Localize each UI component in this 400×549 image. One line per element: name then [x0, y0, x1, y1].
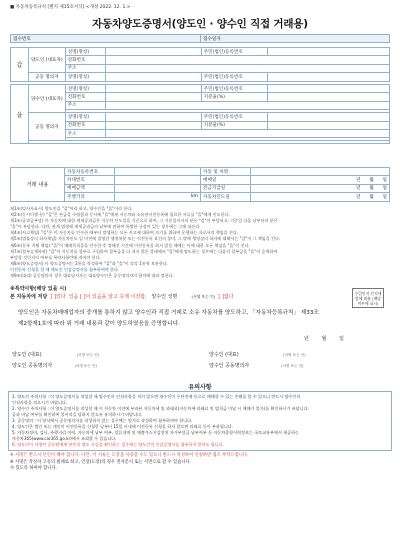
section-eul: 을 — [11, 85, 29, 144]
term-line: 제1조(당사자표시) 양도인을 "갑"이라 하고, 양수인을 "을"이라 한다. — [10, 206, 133, 211]
transferor-co-owner-label: 공동 명의자 — [29, 73, 66, 81]
signature-transferor-co[interactable]: 양도인 공동명의자 (서명 또는 인) — [12, 363, 97, 369]
caution-item: 2. 양수인 주의사항 : 이 양도증명서를 작성할 때 이 자동차 이전에 부과된 자동차세 및 과태료(자동차세·과태료 및 범칙금 미납 시 매매가 불가)를 확인하시기 바랍니다. — [12, 406, 309, 411]
statement-line-2: 제2항제1호에 따라 위 거래 내용과 같이 양도하였음을 증명합니다. — [18, 321, 180, 327]
term-line: 제6조(등록 지체 책임) "을"이 매매목적물을 인수한 후 정해진 기간에 이전등록을 하지 않을 때에는 이에 대한 모든 책임을 "을"이 진다. — [10, 242, 250, 248]
special-car-label: 본 자동차에 저당 — [10, 294, 48, 300]
transferee-phone-label: 전화번호 — [65, 93, 105, 101]
statement-line-1: 양도인은 자동차매매업자의 중개를 통하지 않고 양수인과 직접 거래로 소유 자동차를 양도하고, 「자동차등록규칙」 제33조 — [18, 310, 319, 316]
transferor-name-label: 성명(명칭) — [65, 48, 105, 56]
special-sign-label: 양수인 성명 — [151, 294, 178, 300]
transferor-co-id-label: 주민(법인)등록번호 — [201, 73, 267, 81]
transferee-co-id-label: 주민(법인)등록번호 — [201, 113, 267, 121]
transferor-co-id-field[interactable] — [267, 73, 389, 81]
transferee-co-phone-field[interactable] — [105, 121, 201, 129]
term-line: 제5조(법률상의 하자책임) 자동차인도 일 이전에 발생한 행정처분 또는 이전등록 요건의 불비, 그 밖에 행정상의 하자에 대해서는 "갑"이 그 책임을 진다. — [10, 236, 281, 242]
reg-no-label: 자동차등록번호 — [65, 168, 115, 176]
transferee-share-label: 지분율(%) — [201, 93, 267, 101]
term-line: 제7조(할부승계특약) "갑"이 자동차를 할부로 구입하여 할부금을 다 내지 않은 상태에서 "을"에게 양도하는 경우에는 다음의 할부금을 "을"이 승계하여 — [10, 248, 278, 254]
transferee-id-field[interactable] — [267, 85, 389, 93]
transferor-co-name-field[interactable] — [105, 73, 201, 81]
transferee-id-label: 주민(법인)등록번호 — [201, 85, 267, 93]
section-gap: 갑 — [11, 48, 29, 82]
term-line: 제4조(사고책임) "을"은 이 자동차를 인수한 때부터 발생하는 모든 사고에 대하여 자기를 위하여 운행하는 자로서의 책임을 진다. — [10, 230, 239, 236]
caution-box — [8, 391, 392, 451]
transferee-table — [10, 84, 390, 144]
term-line: 이전등록 신청을 할 때 매도인 인감증명서를 첨부하여야 한다. — [10, 266, 120, 272]
mileage-field[interactable]: km — [115, 193, 201, 201]
transferee-co-share-label: 지분율(%) — [201, 121, 267, 129]
term-line: 제8조(양도증명서) 이 양도증명서는 2통을 작성하여 "갑"과 "을"이 각각 1통씩 보관한다. — [10, 260, 169, 266]
caution-item: 자동차365(www.car365.go.kr)에서 조회할 수 있습니다. — [12, 436, 117, 441]
receipt-number-label: 접수번호 — [11, 35, 201, 43]
term-line: 제9조(대리) 공동명의자 경우 대표당사자는 대표양수인은 공동명의자의 합의에 따라 정한다. — [10, 273, 174, 279]
signature-transferee-co[interactable]: 양수인 공동명의자 (서명 또는 인) — [209, 363, 304, 369]
transferor-party-label: 양도인 (대표자) — [29, 48, 66, 73]
transferee-address-field[interactable] — [105, 101, 389, 109]
transferee-co-name-field[interactable] — [105, 113, 201, 121]
term-line: 제2조(동시이행 등) "갑"은 잔금을 수령함과 동시에 "을"에게 자동차와 소유권이전등록에 필요한 서류를 "을"에게 인도한다. — [10, 212, 230, 218]
caution-item: 1. 양도인 주의사항 : 이 양도증명서를 작성할 때 양수인의 인적사항을 적지 않으면 양수인이 무단전매 등으로 매매할 수 있는 손해를 볼 수 있으니 반드시 양수인의 — [12, 394, 301, 399]
bottom-notes — [10, 453, 248, 473]
date-line: 년 월 일 — [304, 336, 344, 342]
contract-terms — [10, 206, 392, 279]
bottom-line-1: ※ 서명은 반드시 본인이 해야 합니다. 다만, 이 서류는 도장을 사용할 수도 있으니 반드시 작성하여 신청하면 협조 부탁드립니다. — [10, 453, 249, 458]
receipt-date-label: 접수일자 — [201, 35, 390, 43]
reg-no-field[interactable] — [115, 168, 201, 176]
document-page — [4, 2, 396, 547]
term-line: "을"이 부담한다. 다만, 관계 법령에 제세공과금의 납부에 관하여 특별한 규정이 있는 경우에는 그에 따른다. — [10, 224, 201, 230]
caution-item: 6. 양도인이 서명란 공무원에게 본인의 양도 사실을 확인하는 경우에는 양도인의 인감증명서를 첨부하지 않아도 됩니다. — [12, 442, 224, 447]
receipt-table — [10, 34, 390, 43]
special-heading: ※특약사항(해당 있을 시) — [10, 286, 67, 292]
signature-transferee[interactable]: 양수인 (대표) (서명 또는 인) — [209, 352, 306, 358]
transferee-address-label: 주소 — [65, 101, 105, 109]
transferor-id-label: 주민(법인)등록번호 — [201, 48, 267, 56]
caution-item: 3. 공동명의 : 이 양식에서 공동명의자를 작성하지 않는 경우에는 별지로 작성하여 첨부하여야 합니다. — [12, 418, 193, 423]
transferee-party-label: 양수인 (대표자) — [29, 85, 66, 113]
transferee-bottom-spacer — [29, 141, 390, 144]
option-note: 있음 [ ]이 있음을 알고 승계 이전함, — [68, 294, 147, 300]
type-name-label: 자동 및 차명 — [201, 168, 251, 176]
price-field[interactable] — [115, 184, 201, 192]
document-title: 자동차양도증명서(양도인 · 양수인 직접 거래용) — [92, 18, 308, 30]
term-line: 부담할 것인지의 여부를 특약사항란에 적어야 한다. — [10, 254, 101, 260]
mileage-label: 주행거리 — [65, 193, 115, 201]
term-line: 제3조(공과금부담) 이 자동차에 대한 제세공과금은 자동차 인도일을 기준으로 하여, 그 기준일까지의 분은 "갑"이 부담하고, 기준일 다음 날부터의 분은 — [10, 218, 278, 224]
option-yes[interactable]: [ ]있다 — [50, 294, 66, 300]
vin-label: 차대번호 — [65, 176, 115, 184]
form-number: ■ 자동차등록규칙 [별지 제15호서식] <개정 2022. 12. 1.> — [10, 5, 131, 10]
transferee-co-address-label: 주소 — [65, 129, 105, 137]
transferee-share-field[interactable] — [267, 93, 389, 101]
signature-transferor[interactable]: 양도인 (대표) (서명 또는 인) — [12, 352, 100, 358]
caution-item: 공과 미납 여부를 확인하여 불이익을 당하지 않도록 유의하시기 바랍니다. — [12, 412, 143, 417]
transferee-name-field[interactable] — [105, 85, 201, 93]
transferor-name-field[interactable] — [105, 48, 201, 56]
transferee-co-phone-label: 전화번호 — [65, 121, 105, 129]
transferee-co-id-field[interactable] — [267, 113, 389, 121]
transferee-co-share-field[interactable] — [267, 121, 389, 129]
transferee-co-address-field[interactable] — [105, 129, 389, 137]
transferor-id-field[interactable] — [267, 48, 389, 56]
transferee-name-label: 성명(명칭) — [65, 85, 105, 93]
transferee-phone-field[interactable] — [105, 93, 201, 101]
special-terms — [10, 286, 234, 301]
transferee-co-name-label: 성명(명칭) — [65, 113, 105, 121]
transferor-address-field[interactable] — [105, 64, 389, 72]
delivery-date-field[interactable]: 년 월 일 — [251, 193, 390, 201]
bottom-line-3: 수 있도록 하여야 합니다. — [10, 466, 57, 472]
caution-item: 인적사항을 적으시기 바랍니다. — [12, 400, 68, 405]
transferor-phone-field[interactable] — [105, 56, 389, 64]
caution-title: 유의사항 — [188, 384, 212, 391]
vin-field[interactable] — [115, 176, 201, 184]
caution-item: 4. 양도인은 법인 또는 개인이 이전등록을 신청한 날부터 15일 이내에 이전등록 신청을 하지 않으면 과태료 등이 부과됩니다. — [12, 424, 234, 429]
transferor-address-label: 주소 — [65, 64, 105, 72]
option-no[interactable]: [ ]없다 — [218, 294, 234, 300]
type-name-field[interactable] — [251, 168, 390, 176]
balance-date-field[interactable]: 년 월 일 — [251, 184, 390, 192]
transferor-phone-label: 전화번호 — [65, 56, 105, 64]
transferor-table — [10, 47, 390, 82]
transferee-co-owner-label: 공동 명의자 — [29, 113, 66, 141]
transferor-co-name-label: 성명(명칭) — [65, 73, 105, 81]
caution-item: 5. 자동차정비, 검사, 주행거리 이력, 자동차세 납부 여부, 압류내역 및 매출가스저감장치 자가부담금 납부여부 등 자동차종합이력정보는 국토교통부에서 제공하는 — [12, 430, 299, 435]
sale-date-field[interactable]: 년 월 일 — [251, 176, 390, 184]
deal-table — [10, 167, 390, 202]
price-label: 매매금액 — [65, 184, 115, 192]
sale-date-label: 매매일 — [201, 176, 251, 184]
statement — [18, 308, 319, 330]
delivery-date-label: 자동차인도일 — [201, 193, 251, 201]
balance-date-label: 잔금지급일 — [201, 184, 251, 192]
special-sign-suffix: (서명 또는 인) — [191, 294, 216, 299]
bottom-line-2: ※ 서명은 작성자 고유의 필체로 하고, 인장(도장)의 경우 전자문서 또는 서면으로 할 수 있습니다. — [10, 459, 192, 465]
deal-section-label: 거래 내용 — [11, 168, 65, 202]
revenue-stamp-box: 수입인지 인지세법에 따름 (해당 여부에 표시) — [352, 288, 384, 308]
